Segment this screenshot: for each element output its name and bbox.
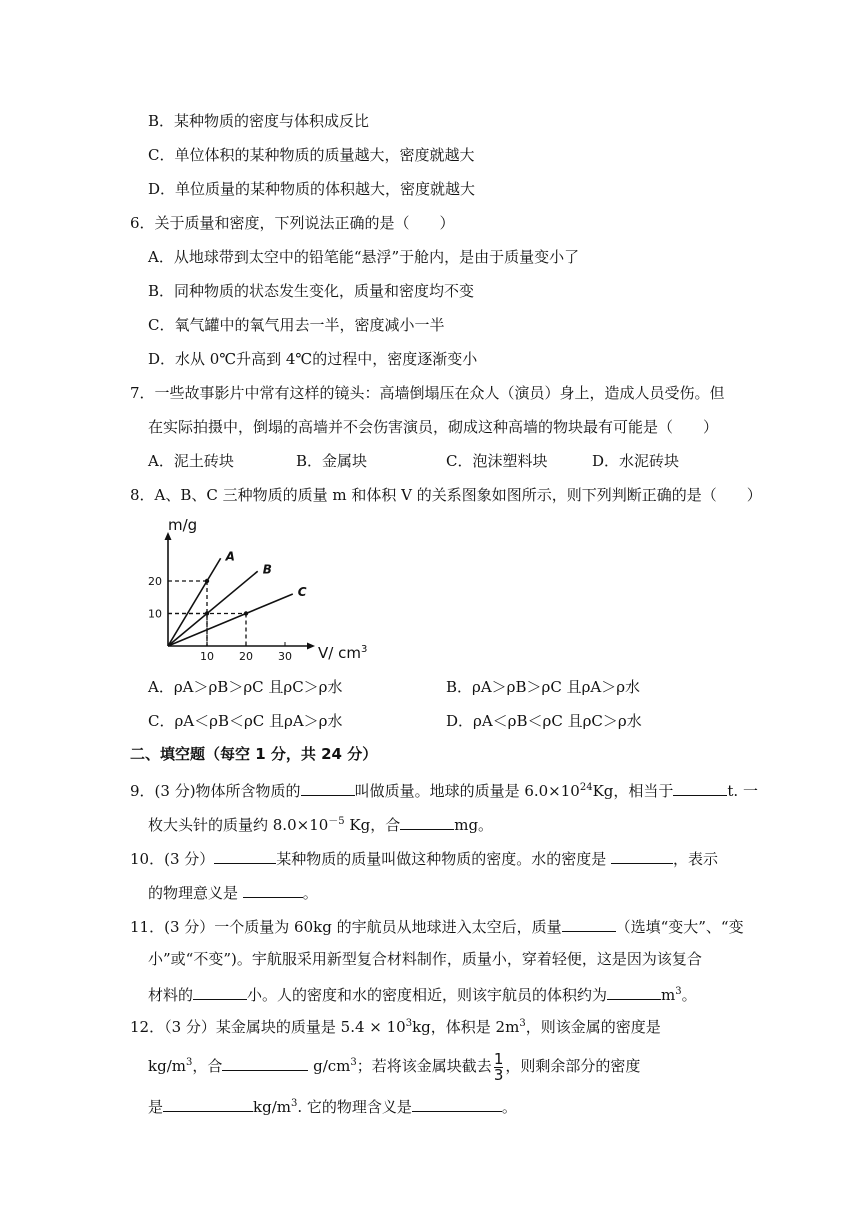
q10-text-4: 的物理意义是	[148, 884, 243, 902]
q10-blank-1[interactable]	[214, 847, 276, 864]
q9-exponent-2: －5	[328, 816, 345, 827]
q12-text-1: 12．（3 分）某金属块的质量是 5.4 × 10	[130, 1018, 406, 1036]
q6-option-d: D．水从 0℃升高到 4℃的过程中，密度逐渐变小	[148, 350, 478, 368]
q6-option-c: C．氧气罐中的氧气用去一半，密度减小一半	[148, 316, 445, 334]
q5-option-b: B．某种物质的密度与体积成反比	[148, 112, 370, 130]
q12-text-4: kg/m	[148, 1057, 186, 1075]
q12-exponent-2: 3	[519, 1018, 526, 1029]
q9-text-7: mg。	[454, 816, 494, 834]
q10-line2	[148, 881, 318, 903]
q8-option-d: D．ρA＜ρB＜ρC 且ρC＞ρ水	[446, 712, 642, 730]
series-line-c	[168, 594, 293, 646]
series-label-a: A	[225, 549, 235, 564]
y-tick-label-10: 10	[148, 607, 162, 621]
q11-text-2: （选填“变大”、“变	[615, 918, 744, 936]
q5-option-c: C．单位体积的某种物质的质量越大，密度就越大	[148, 146, 475, 164]
q10-blank-2[interactable]	[611, 847, 673, 864]
series-line-a	[168, 558, 221, 646]
q12-text-8: ，则剩余部分的密度	[505, 1057, 641, 1075]
q12-line1	[130, 1017, 661, 1037]
q12-exponent-4: 3	[350, 1057, 357, 1068]
q12-text-10: kg/m	[253, 1098, 291, 1116]
y-tick-label-20: 20	[148, 575, 162, 588]
q12-exponent-1: 3	[405, 1018, 413, 1029]
q9-blank-2[interactable]	[673, 779, 727, 796]
series-label-c: C	[297, 585, 307, 599]
q12-text-3: ，则该金属的密度是	[525, 1018, 661, 1036]
q12-exponent-5: 3	[290, 1098, 298, 1109]
q12-line3	[148, 1095, 517, 1117]
q12-text-11: . 它的物理含义是	[297, 1098, 412, 1116]
fraction-one-third	[493, 1049, 504, 1084]
q12-exponent-3: 3	[185, 1057, 193, 1068]
q12-text-7: ；若将该金属块截去	[356, 1057, 492, 1075]
q9-text-5: 枚大头针的质量约 8.0×10	[148, 816, 329, 834]
q9-text-3: Kg，相当于	[592, 782, 674, 800]
q10-text-1: 10．(3 分）	[130, 850, 215, 868]
q8-option-c: C．ρA＜ρB＜ρC 且ρA＞ρ水	[148, 712, 343, 730]
x-tick-label-30: 30	[278, 650, 292, 662]
q11-text-6: m	[661, 986, 676, 1004]
q11-text-1: 11．(3 分）一个质量为 60kg 的宇航员从地球进入太空后，质量	[130, 918, 562, 936]
q7-stem-line2: 在实际拍摄中，倒塌的高墙并不会伤害演员，砌成这种高墙的物块最有可能是（ ）	[148, 418, 719, 436]
q7-option-b: B．金属块	[296, 452, 368, 470]
q8-option-a: A．ρA＞ρB＞ρC 且ρC＞ρ水	[148, 678, 343, 696]
q9-line1	[130, 779, 758, 801]
q12-text-6: g/cm	[308, 1057, 351, 1075]
q11-text-5: 小。人的密度和水的密度相近，则该宇航员的体积约为	[247, 986, 608, 1004]
x-axis-arrow	[307, 643, 315, 650]
q12-blank-4[interactable]	[412, 1095, 502, 1112]
q11-text-4: 材料的	[148, 986, 194, 1004]
q11-text-7: 。	[681, 986, 697, 1004]
q10-text-2: 某种物质的质量叫做这种物质的密度。水的密度是	[276, 850, 612, 868]
q11-line3	[148, 983, 697, 1005]
q7-option-d: D．水泥砖块	[592, 452, 680, 470]
q9-line2	[148, 813, 493, 835]
q7-option-a: A．泥土砖块	[148, 452, 234, 470]
q6-option-a: A．从地球带到太空中的铅笔能“悬浮”于舱内，是由于质量变小了	[148, 248, 580, 266]
q11-line2: 小”或“不变”)。宇航服采用新型复合材料制作，质量小，穿着轻便，这是因为该复合	[148, 950, 702, 968]
q10-blank-3[interactable]	[243, 881, 303, 898]
q7-option-c: C．泡沫塑料块	[446, 452, 548, 470]
q9-blank-1[interactable]	[301, 779, 355, 796]
q11-exponent: 3	[675, 986, 682, 997]
fraction-denominator: 3	[493, 1065, 504, 1084]
q8-option-b: B．ρA＞ρB＞ρC 且ρA＞ρ水	[446, 678, 641, 696]
q11-blank-3[interactable]	[607, 983, 661, 1000]
q9-text-2: 叫做质量。地球的质量是 6.0×10	[354, 782, 580, 800]
q12-text-2: kg，体积是 2m	[412, 1018, 520, 1036]
q12-text-9: 是	[148, 1098, 164, 1116]
q9-text-6: Kg，合	[344, 816, 401, 834]
q12-blank-3[interactable]	[163, 1095, 253, 1112]
mass-volume-chart	[140, 512, 380, 662]
q11-blank-1[interactable]	[562, 915, 616, 932]
x-axis-label: V/ $cm^3$	[318, 644, 368, 662]
q12-blank-2[interactable]	[222, 1054, 308, 1071]
q9-blank-3[interactable]	[400, 813, 454, 830]
q11-line1	[130, 915, 744, 937]
y-axis-label: m/g	[168, 516, 198, 534]
q12-text-5: ，合	[192, 1057, 223, 1075]
q12-text-12: 。	[501, 1098, 517, 1116]
q12-line2	[148, 1051, 640, 1083]
q5-option-d: D．单位质量的某种物质的体积越大，密度就越大	[148, 180, 476, 198]
q9-text-4: t. 一	[727, 782, 758, 800]
q9-exponent: 24	[579, 782, 593, 793]
fraction-numerator: 1	[493, 1049, 504, 1068]
q7-stem-line1: 7．一些故事影片中常有这样的镜头：高墙倒塌压在众人（演员）身上，造成人员受伤。但	[130, 384, 725, 402]
q10-line1	[130, 847, 718, 869]
q6-stem: 6．关于质量和密度，下列说法正确的是（ ）	[130, 214, 455, 232]
x-tick-label-20: 20	[239, 650, 253, 662]
x-tick-label-10: 10	[200, 650, 214, 662]
section-title: 二、填空题（每空 1 分，共 24 分）	[130, 745, 378, 763]
q8-stem: 8．A、B、C 三种物质的质量 m 和体积 V 的关系图象如图所示，则下列判断正确的是（ ）	[130, 486, 762, 504]
q6-option-b: B．同种物质的状态发生变化，质量和密度均不变	[148, 282, 475, 300]
series-label-b: B	[262, 562, 272, 577]
x-axis-label-exponent: 3	[360, 644, 368, 655]
series-line-b	[168, 571, 258, 646]
q10-text-3: ，表示	[673, 850, 719, 868]
q11-blank-2[interactable]	[193, 983, 247, 1000]
q10-text-5: 。	[302, 884, 318, 902]
q9-text-1: 9．(3 分)物体所含物质的	[130, 782, 301, 800]
